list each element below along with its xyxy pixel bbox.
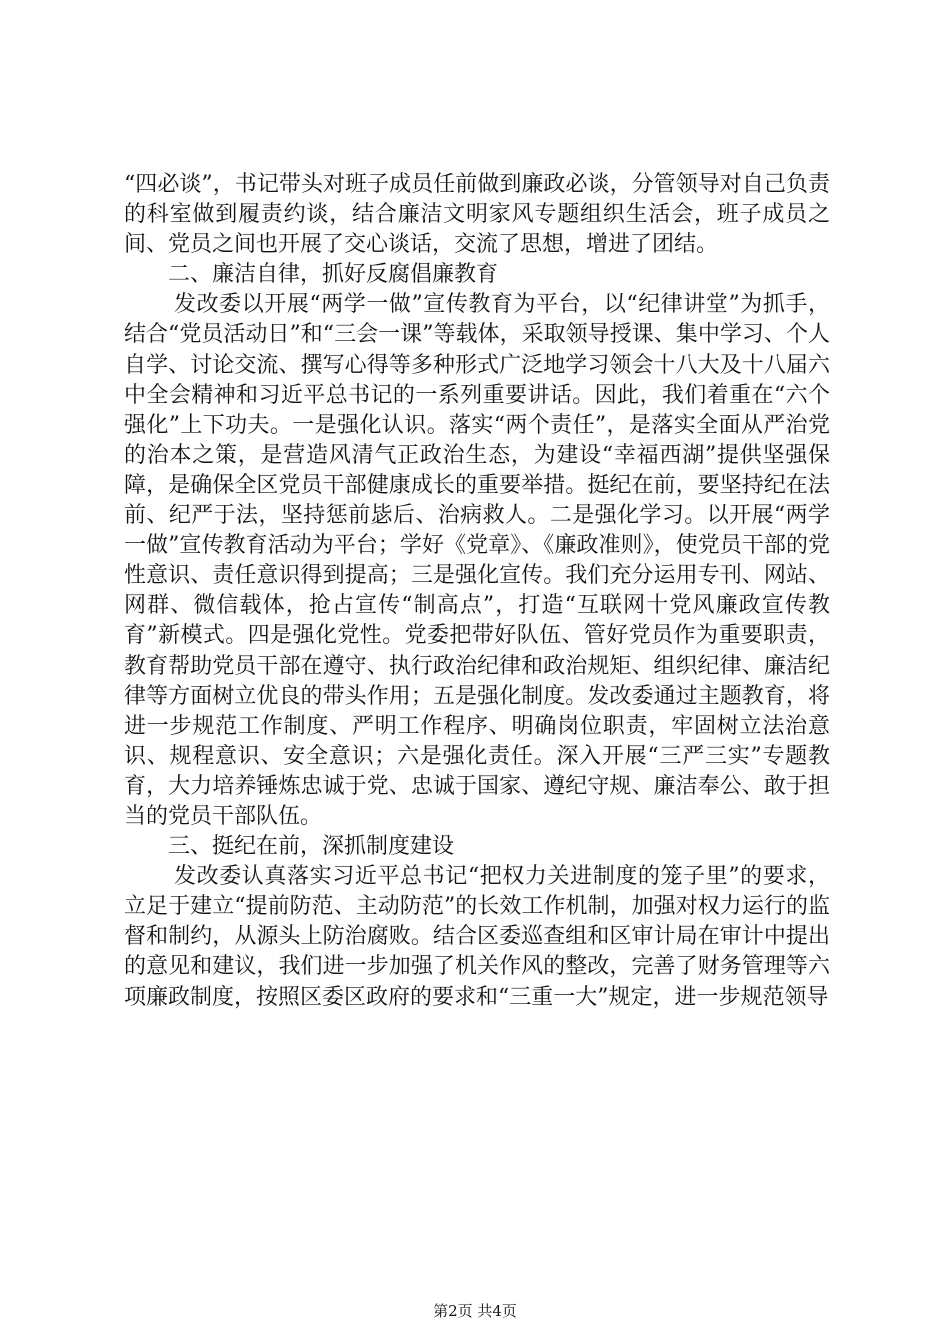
- page-number-footer: 第2页 共4页: [433, 1302, 517, 1320]
- section-heading-2: 二、廉洁自律，抓好反腐倡廉教育: [168, 262, 499, 288]
- body-paragraph-3: 发改委认真落实习近平总书记“把权力关进制度的笼子里”的要求，立足于建立“提前防范、主动防范”的长效工作机制，加强对权力运行的监督和制约，从源头上防治腐败。结合区委巡查组和区审计局在审计中提出的意见和建议，我们进一步加强了机关作风的整改，完善了财务管理等六项廉政制度，按照区委区政府的要求和“三重一大”规定，进一步规范领导: [124, 864, 830, 1010]
- body-paragraph-2: 发改委以开展“两学一做”宣传教育为平台，以“纪律讲堂”为抓手，结合“党员活动日”和“三会一课”等载体，采取领导授课、集中学习、个人自学、讨论交流、撰写心得等多种形式广泛地学习领会十八大及十八届六中全会精神和习近平总书记的一系列重要讲话。因此，我们着重在“六个强化”上下功夫。一是强化认识。落实“两个责任”，是落实全面从严治党的治本之策，是营造风清气正政治生态，为建设“幸福西湖”提供坚强保障，是确保全区党员干部健康成长的重要举措。挺纪在前，要坚持纪在法前、纪严于法，坚持惩前毖后、治病救人。二是强化学习。以开展“两学一做”宣传教育活动为平台；学好《党章》、《廉政准则》，使党员干部的党性意识、责任意识得到提高；三是强化宣传。我们充分运用专刊、网站、网群、微信载体，抢占宣传“制高点”，打造“互联网十党风廉政宣传教育”新模式。四是强化党性。党委把带好队伍、管好党员作为重要职责，教育帮助党员干部在遵守、执行政治纪律和政治规矩、组织纪律、廉洁纪律等方面树立优良的带头作用；五是强化制度。发改委通过主题教育，将进一步规范工作制度、严明工作程序、明确岗位职责，牢固树立法治意识、规程意识、安全意识；六是强化责任。深入开展“三严三实”专题教育，大力培养锤炼忠诚于党、忠诚于国家、遵纪守规、廉洁奉公、敢于担当的党员干部队伍。: [124, 292, 830, 829]
- section-heading-3: 三、挺纪在前，深抓制度建设: [168, 834, 455, 860]
- document-body: [124, 170, 830, 1013]
- body-paragraph-1: “四必谈”，书记带头对班子成员任前做到廉政必谈，分管领导对自己负责的科室做到履责约谈，结合廉洁文明家风专题组织生活会，班子成员之间、党员之间也开展了交心谈话，交流了思想，增进了团结。: [124, 172, 830, 258]
